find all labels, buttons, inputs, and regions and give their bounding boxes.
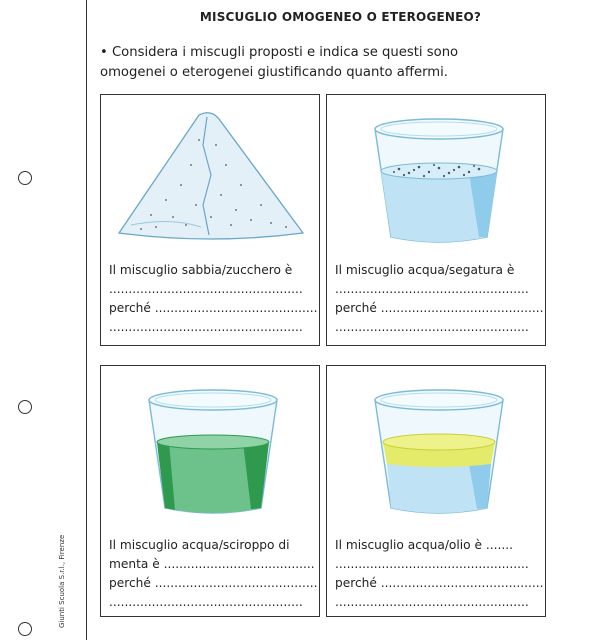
binder-hole-bottom [18, 622, 32, 636]
instruction-line-1: • Considera i miscugli proposti e indica se questi sono [100, 45, 459, 60]
card-water-sawdust [326, 94, 546, 346]
reason-line[interactable]: perché .......................................... [109, 301, 318, 315]
instruction-line-2: omogenei o eterogenei giustificando quanto affermi. [100, 65, 448, 80]
card-sand-sugar [100, 94, 320, 346]
page-title: MISCUGLIO OMOGENEO O ETEROGENEO? [199, 10, 482, 24]
answer-blank[interactable]: .................................................. [109, 595, 303, 609]
binder-hole-middle [18, 400, 32, 414]
card-water-mint-text [109, 536, 318, 612]
answer-blank[interactable]: .................................................. [335, 320, 529, 334]
answer-blank[interactable]: .................................................. [335, 595, 529, 609]
reason-line[interactable]: perché .......................................... [109, 576, 318, 590]
answer-blank[interactable]: menta è ....................................... [109, 557, 315, 571]
publisher-credit: Giunti Scuola S.r.l., Firenze [58, 534, 66, 628]
card-water-oil [326, 365, 546, 617]
instruction-text [100, 43, 570, 83]
card-water-mint [100, 365, 320, 617]
glass-water-oil-icon [369, 380, 509, 520]
card-water-oil-text [335, 536, 544, 612]
sand-sugar-pile-icon [111, 105, 311, 255]
card-water-sawdust-text [335, 261, 544, 337]
glass-water-sawdust-icon [369, 109, 509, 249]
answer-blank[interactable]: .................................................. [335, 557, 529, 571]
answer-blank[interactable]: .................................................. [335, 282, 529, 296]
card-sand-sugar-text [109, 261, 318, 337]
binder-hole-top [18, 171, 32, 185]
question-line: Il miscuglio acqua/sciroppo di [109, 538, 290, 552]
question-line: Il miscuglio sabbia/zucchero è [109, 263, 293, 277]
question-line: Il miscuglio acqua/segatura è [335, 263, 515, 277]
question-line: Il miscuglio acqua/olio è ....... [335, 538, 513, 552]
answer-blank[interactable]: .................................................. [109, 282, 303, 296]
answer-blank[interactable]: .................................................. [109, 320, 303, 334]
reason-line[interactable]: perché .......................................... [335, 576, 544, 590]
reason-line[interactable]: perché .......................................... [335, 301, 544, 315]
glass-mint-syrup-icon [143, 380, 283, 520]
